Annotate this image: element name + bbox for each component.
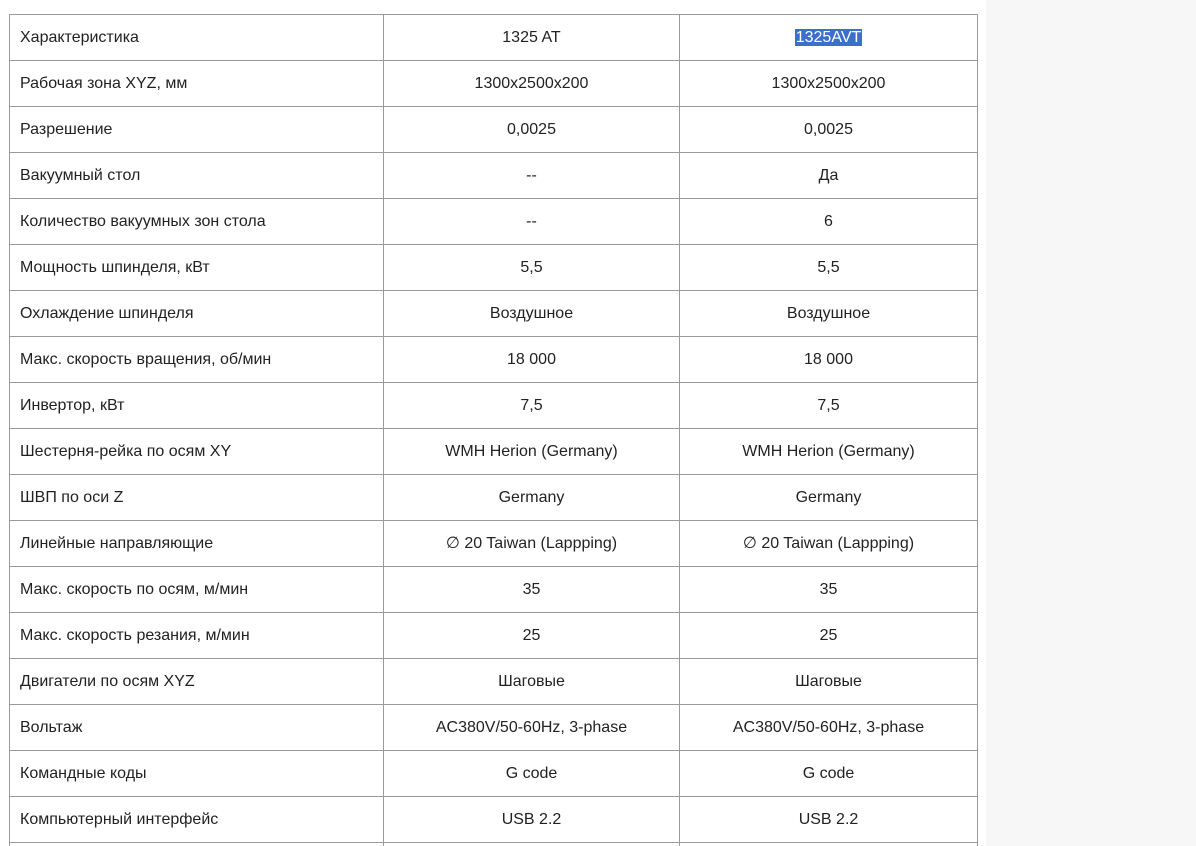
row-value-model-1 [384,843,680,846]
row-value-model-2: USB 2.2 [680,797,978,843]
row-value-model-2: AC380V/50-60Hz, 3-phase [680,705,978,751]
table-row [10,153,978,199]
row-value-model-2: 18 000 [680,337,978,383]
row-label-cell: Вакуумный стол [10,153,384,199]
table-row [10,383,978,429]
selected-text-highlight[interactable]: 1325AVT [795,28,862,46]
row-label-cell: Компьютерный интерфейс [10,797,384,843]
table-row [10,245,978,291]
row-value-model-1: -- [384,199,680,245]
row-value-model-2: WMH Herion (Germany) [680,429,978,475]
row-value-model-1: Germany [384,475,680,521]
table-row [10,797,978,843]
row-value-model-1: 1300х2500х200 [384,61,680,107]
row-value-model-2: 25 [680,613,978,659]
row-value-model-1: -- [384,153,680,199]
row-value-model-2: 0,0025 [680,107,978,153]
row-label-cell: Линейные направляющие [10,521,384,567]
page-side-background [986,0,1196,846]
row-value-model-1: 0,0025 [384,107,680,153]
table-row [10,475,978,521]
row-value-model-2 [680,843,978,846]
row-value-model-2: 1300х2500х200 [680,61,978,107]
header-model-1-cell: 1325 AT [384,15,680,61]
row-value-model-1: WMH Herion (Germany) [384,429,680,475]
row-value-model-2: ∅ 20 Taiwan (Lappping) [680,521,978,567]
row-label-cell: Макс. скорость по осям, м/мин [10,567,384,613]
table-row [10,613,978,659]
table-row [10,751,978,797]
header-model-2-cell [680,15,978,61]
table-row [10,429,978,475]
row-label-cell [10,843,384,846]
row-value-model-1: 35 [384,567,680,613]
row-label-cell: Количество вакуумных зон стола [10,199,384,245]
row-value-model-2: Germany [680,475,978,521]
table-row [10,107,978,153]
row-label-cell: Макс. скорость резания, м/мин [10,613,384,659]
row-value-model-1: Шаговые [384,659,680,705]
row-value-model-1: 18 000 [384,337,680,383]
row-value-model-2: 5,5 [680,245,978,291]
table-row [10,659,978,705]
row-value-model-2: 6 [680,199,978,245]
row-value-model-1: USB 2.2 [384,797,680,843]
table-row [10,61,978,107]
row-value-model-2: 35 [680,567,978,613]
table-row [10,337,978,383]
row-label-cell: Двигатели по осям XYZ [10,659,384,705]
row-label-cell: ШВП по оси Z [10,475,384,521]
row-label-cell: Мощность шпинделя, кВт [10,245,384,291]
row-label-cell: Макс. скорость вращения, об/мин [10,337,384,383]
row-label-cell: Инвертор, кВт [10,383,384,429]
row-value-model-2: G code [680,751,978,797]
row-value-model-2: Воздушное [680,291,978,337]
row-value-model-1: Воздушное [384,291,680,337]
row-label-cell: Разрешение [10,107,384,153]
row-value-model-2: 7,5 [680,383,978,429]
row-value-model-2: Да [680,153,978,199]
row-label-cell: Охлаждение шпинделя [10,291,384,337]
table-row [10,521,978,567]
row-label-cell: Рабочая зона XYZ, мм [10,61,384,107]
row-value-model-1: 5,5 [384,245,680,291]
row-value-model-1: AC380V/50-60Hz, 3-phase [384,705,680,751]
table-row [10,705,978,751]
row-value-model-1: 25 [384,613,680,659]
row-value-model-1: G code [384,751,680,797]
table-row [10,567,978,613]
row-value-model-1: ∅ 20 Taiwan (Lappping) [384,521,680,567]
header-label-cell: Характеристика [10,15,384,61]
table-row [10,199,978,245]
row-value-model-1: 7,5 [384,383,680,429]
table-row [10,843,978,846]
row-label-cell: Вольтаж [10,705,384,751]
table-header-row [10,15,978,61]
table-row [10,291,978,337]
row-label-cell: Шестерня-рейка по осям XY [10,429,384,475]
row-label-cell: Командные коды [10,751,384,797]
row-value-model-2: Шаговые [680,659,978,705]
spec-table [9,14,978,846]
